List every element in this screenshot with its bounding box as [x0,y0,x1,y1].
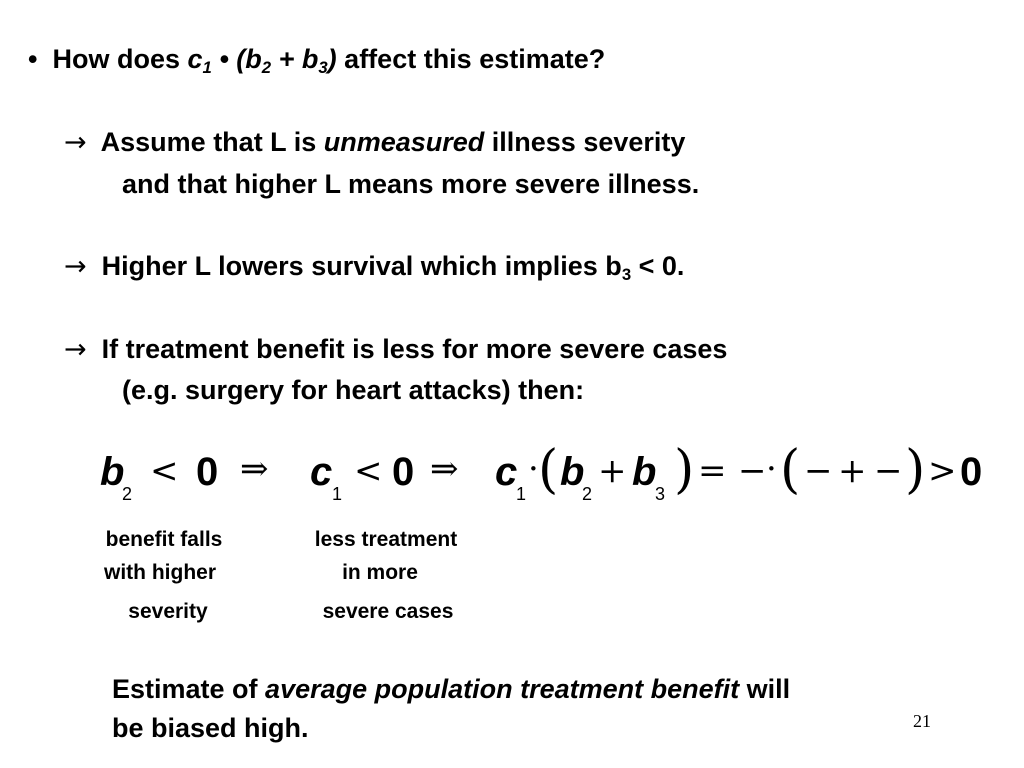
bullet-b2-sub: 2 [261,58,272,78]
eq-minus: − [804,451,833,491]
point-3-text: If treatment benefit is less for more severe cases [101,334,728,364]
point-2-suffix: < 0. [631,251,685,281]
eq-sub-1: 1 [516,484,527,504]
eq-implies: ⇒ [240,449,269,489]
eq-zero: 0 [392,450,415,494]
eq-implies: ⇒ [430,449,459,489]
point-3-line-1 [64,336,727,363]
bullet-mid: • (b [211,44,262,74]
point-2-sub: 3 [621,265,632,285]
arrow-icon: → [64,127,87,158]
eq-plus: + [838,451,867,491]
eq-b: b [560,450,585,494]
eq-b: b [100,450,125,494]
point-3-line-2: (e.g. surgery for heart attacks) then: [122,375,585,405]
bullet-plus-b: + b [271,44,319,74]
bullet-close: ) [327,44,337,74]
eq-c: c [310,450,333,494]
eq-dot: · [528,449,539,489]
eq-dot: · [766,449,777,489]
eq-sub-2: 2 [122,484,133,504]
bullet-marker: • [28,44,38,74]
point-1-emphasis: unmeasured [323,127,485,157]
eq-equals: = [698,451,727,491]
eq-sub-2: 2 [582,484,593,504]
conclusion-line-2: be biased high. [112,713,309,743]
eq-zero: 0 [196,450,219,494]
label-left-line-3: severity [128,600,208,623]
eq-plus: + [598,451,627,491]
bullet-c-sub: 1 [202,58,212,78]
point-1-suffix: illness severity [484,127,686,157]
label-right-line-3: severe cases [322,600,454,623]
arrow-icon: → [64,334,87,365]
point-1-prefix: Assume that L is [100,127,324,157]
bullet-suffix: affect this estimate? [336,44,606,74]
conclusion-prefix: Estimate of [112,674,266,704]
eq-b: b [632,450,657,494]
point-1-line-1 [64,129,685,156]
eq-c: c [495,450,518,494]
eq-less-than: < [354,451,383,491]
label-right-line-1: less treatment [314,528,458,551]
point-2-text: Higher L lowers survival which implies b [101,251,622,281]
eq-less-than: < [150,451,179,491]
conclusion-line-1 [112,676,790,703]
eq-left-paren: ( [780,440,801,500]
label-left-line-2: with higher [104,561,216,584]
eq-sub-3: 3 [655,484,666,504]
page-number: 21 [913,711,931,731]
point-2 [64,251,685,285]
conclusion-emphasis: average population treatment benefit [265,674,740,704]
conclusion-suffix: will [739,674,791,704]
arrow-icon: → [64,251,87,282]
label-right-line-2: in more [342,561,418,584]
eq-left-paren: ( [538,440,559,500]
point-1-line-2: and that higher L means more severe illness. [122,169,700,199]
bullet-prefix: How does [52,44,188,74]
eq-greater-than: > [928,451,957,491]
eq-right-paren: ) [674,440,695,500]
bullet-question [28,44,606,78]
eq-sub-1: 1 [332,484,343,504]
bullet-c: c [187,44,203,74]
eq-minus: − [874,451,903,491]
eq-zero: 0 [960,450,983,494]
eq-minus: − [738,451,767,491]
label-left-line-1: benefit falls [105,528,223,551]
eq-right-paren: ) [905,440,926,500]
bullet-b3-sub: 3 [318,58,328,78]
